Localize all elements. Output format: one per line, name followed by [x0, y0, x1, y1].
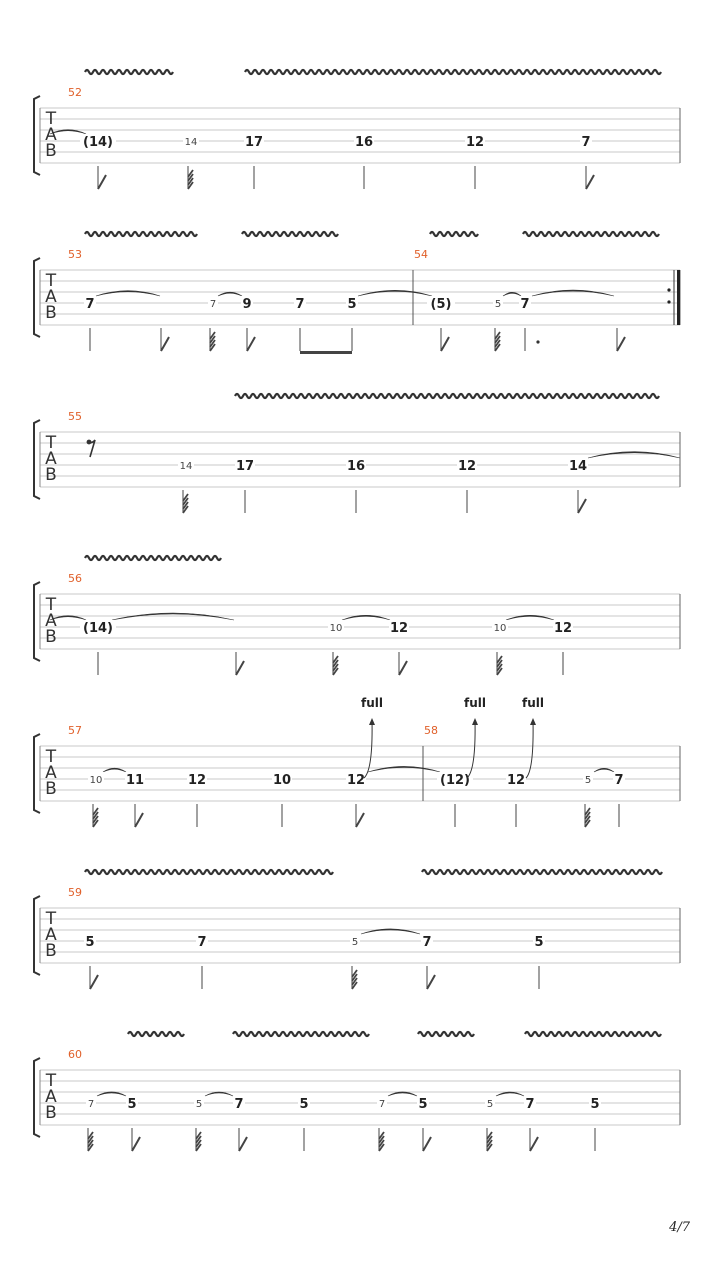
tie-arc: [103, 768, 126, 772]
tab-note: [244, 134, 264, 189]
fret-number: 9: [242, 297, 252, 312]
grace-note: 5: [494, 299, 502, 310]
vibrato-line: [85, 70, 173, 74]
tab-clef-letter: A: [45, 449, 57, 469]
tab-note: [580, 134, 594, 189]
fret-number: 10: [272, 773, 292, 788]
tab-note: [613, 772, 625, 827]
tab-clef-letter: A: [45, 125, 57, 145]
tab-note: [161, 328, 169, 351]
tab-clef-letter: A: [45, 763, 57, 783]
tab-note: [568, 458, 588, 513]
note-flag: [399, 661, 407, 675]
fret-number: 12: [346, 773, 366, 788]
fret-number: 7: [581, 135, 591, 150]
tab-note: [465, 134, 485, 189]
vibrato-line: [85, 870, 333, 874]
fret-number: 7: [234, 1097, 244, 1112]
vibrato-line: [523, 232, 659, 236]
tab-system: [34, 870, 680, 989]
tab-clef-letter: T: [45, 909, 57, 929]
fret-number: 7: [422, 935, 432, 950]
fret-number: 5: [590, 1097, 600, 1112]
measure-number: 56: [68, 572, 82, 585]
tab-clef-letter: B: [45, 627, 57, 647]
tab-clef-letter: T: [45, 109, 57, 129]
bend-arrow: [364, 720, 372, 778]
system-bracket: [34, 420, 40, 499]
tab-note: [233, 1096, 247, 1151]
vibrato-line: [422, 870, 662, 874]
system-bracket: [34, 734, 40, 813]
tab-note: [519, 296, 531, 351]
fret-number: 7: [295, 297, 305, 312]
tab-note: [187, 772, 207, 827]
system-bracket: [34, 258, 40, 337]
tab-note: [298, 1096, 310, 1151]
fret-number: 7: [520, 297, 530, 312]
tab-note: [589, 1096, 601, 1151]
tab-clef-letter: T: [45, 433, 57, 453]
note-flag: [236, 661, 244, 675]
fret-number: 7: [197, 935, 207, 950]
tab-note: [493, 296, 503, 351]
note-beam: [300, 351, 352, 354]
tab-note: [506, 772, 526, 827]
vibrato-line: [525, 1032, 661, 1036]
tab-clef-letter: B: [45, 465, 57, 485]
tab-note: [196, 934, 208, 989]
fret-number: 12: [506, 773, 526, 788]
note-flag: [356, 813, 364, 827]
fret-number: (5): [430, 297, 452, 312]
tab-note: [524, 1096, 538, 1151]
bend-arrow: [526, 720, 533, 778]
tab-clef-letter: A: [45, 1087, 57, 1107]
tab-note: [617, 328, 625, 351]
vibrato-line: [418, 1032, 474, 1036]
grace-note: 5: [486, 1099, 494, 1110]
tab-note: [346, 296, 358, 351]
grace-note: 7: [87, 1099, 95, 1110]
tab-note: [80, 620, 116, 675]
tab-note: [389, 620, 409, 675]
tab-clef-letter: B: [45, 303, 57, 323]
tab-note: [492, 620, 508, 675]
note-flag: [161, 337, 169, 351]
note-flag: [578, 499, 586, 513]
measure-number: 55: [68, 410, 82, 423]
tab-note: [350, 934, 360, 989]
fret-number: 12: [187, 773, 207, 788]
tab-note: [88, 772, 104, 827]
bend-arrowhead: [530, 718, 536, 725]
tab-note: [183, 134, 199, 189]
tab-clef-letter: B: [45, 1103, 57, 1123]
tie-arc: [205, 1092, 233, 1096]
tab-note: [427, 296, 455, 351]
fret-number: 12: [553, 621, 573, 636]
bend-arrow: [467, 720, 475, 778]
tie-arc: [503, 292, 521, 296]
tab-note: [417, 1096, 431, 1151]
page-number: 4/7: [669, 1220, 690, 1235]
fret-number: 17: [235, 459, 255, 474]
tab-system: [34, 556, 680, 675]
tie-arc: [368, 766, 440, 772]
tab-note: [294, 296, 306, 351]
system-bracket: [34, 96, 40, 175]
fret-number: 16: [346, 459, 366, 474]
tab-note: [457, 458, 477, 513]
tab-note: [583, 772, 593, 827]
note-flag: [135, 813, 143, 827]
measure-number: 57: [68, 724, 82, 737]
tab-note: [126, 1096, 140, 1151]
grace-note: 14: [184, 137, 198, 148]
fret-number: 12: [465, 135, 485, 150]
note-flag: [423, 1137, 431, 1151]
measure-number: 59: [68, 886, 82, 899]
note-flag: [617, 337, 625, 351]
grace-note: 7: [378, 1099, 386, 1110]
note-flag: [441, 337, 449, 351]
grace-note: 7: [209, 299, 217, 310]
tab-note: [437, 772, 473, 827]
tab-note: [194, 1096, 204, 1151]
bend-arrowhead: [369, 718, 375, 725]
note-flag: [247, 337, 255, 351]
tab-note: [86, 1096, 96, 1151]
grace-note: 5: [195, 1099, 203, 1110]
vibrato-line: [233, 1032, 369, 1036]
tab-note: [80, 134, 116, 189]
tab-system: [34, 696, 680, 827]
vibrato-line: [85, 232, 197, 236]
tab-clef-letter: T: [45, 271, 57, 291]
tie-arc: [532, 290, 614, 296]
tab-note: [377, 1096, 387, 1151]
fret-number: 5: [85, 935, 95, 950]
vibrato-line: [235, 394, 659, 398]
fret-number: 5: [534, 935, 544, 950]
tab-note: [178, 458, 194, 513]
fret-number: 17: [244, 135, 264, 150]
rhythm-dot: [536, 340, 539, 343]
tab-note: [328, 620, 344, 675]
grace-note: 5: [584, 775, 592, 786]
tie-arc: [358, 290, 432, 296]
note-flag: [98, 175, 106, 189]
tie-arc: [588, 452, 680, 458]
tab-note: [235, 458, 255, 513]
tab-note: [354, 134, 374, 189]
repeat-thick-bar: [677, 270, 680, 325]
fret-number: 5: [299, 1097, 309, 1112]
vibrato-line: [85, 556, 221, 560]
tie-arc: [218, 292, 242, 296]
tab-note: [236, 652, 244, 675]
tab-clef-letter: B: [45, 141, 57, 161]
tie-arc: [388, 1092, 417, 1096]
tab-note: [125, 772, 145, 827]
grace-note: 14: [179, 461, 193, 472]
tab-note: [533, 934, 545, 989]
tab-clef-letter: T: [45, 595, 57, 615]
bend-label: full: [522, 696, 544, 710]
bend-label: full: [361, 696, 383, 710]
tab-system: [34, 232, 680, 354]
tab-note: [272, 772, 292, 827]
tab-note: [241, 296, 255, 351]
tab-note: [84, 296, 96, 351]
measure-number: 53: [68, 248, 82, 261]
tab-note: [208, 296, 218, 351]
tab-system: [34, 70, 680, 189]
grace-note: 10: [493, 623, 507, 634]
tab-note: [553, 620, 573, 675]
note-flag: [530, 1137, 538, 1151]
tab-clef-letter: B: [45, 779, 57, 799]
tab-note: [84, 934, 98, 989]
grace-note: 10: [89, 775, 103, 786]
tab-clef-letter: A: [45, 611, 57, 631]
tie-arc: [496, 1092, 524, 1096]
system-bracket: [34, 896, 40, 975]
fret-number: 7: [85, 297, 95, 312]
tab-clef-letter: T: [45, 747, 57, 767]
measure-number: 58: [424, 724, 438, 737]
system-bracket: [34, 582, 40, 661]
tab-system: [34, 394, 680, 513]
tab-clef-letter: B: [45, 941, 57, 961]
vibrato-line: [245, 70, 661, 74]
tab-system: [34, 1032, 680, 1151]
fret-number: 5: [127, 1097, 137, 1112]
note-flag: [90, 975, 98, 989]
note-flag: [239, 1137, 247, 1151]
repeat-dot: [667, 300, 670, 303]
fret-number: 12: [389, 621, 409, 636]
tab-note: [346, 458, 366, 513]
measure-number: 54: [414, 248, 428, 261]
vibrato-line: [242, 232, 338, 236]
tab-note: [485, 1096, 495, 1151]
fret-number: (14): [83, 135, 113, 150]
tab-note: [421, 934, 435, 989]
tab-clef-letter: A: [45, 925, 57, 945]
fret-number: 7: [525, 1097, 535, 1112]
bend-arrowhead: [472, 718, 478, 725]
bend-label: full: [464, 696, 486, 710]
repeat-dot: [667, 288, 670, 291]
fret-number: 14: [568, 459, 588, 474]
note-flag: [427, 975, 435, 989]
fret-number: (14): [83, 621, 113, 636]
note-flag: [586, 175, 594, 189]
vibrato-line: [430, 232, 478, 236]
tab-clef-letter: A: [45, 287, 57, 307]
tie-arc: [594, 768, 614, 772]
measure-number: 60: [68, 1048, 82, 1061]
note-flag: [132, 1137, 140, 1151]
measure-number: 52: [68, 86, 82, 99]
fret-number: 7: [614, 773, 624, 788]
fret-number: 11: [125, 773, 145, 788]
system-bracket: [34, 1058, 40, 1137]
fret-number: 12: [457, 459, 477, 474]
fret-number: (12): [440, 773, 470, 788]
fret-number: 5: [347, 297, 357, 312]
tab-note: [346, 772, 366, 827]
grace-note: 10: [329, 623, 343, 634]
fret-number: 5: [418, 1097, 428, 1112]
fret-number: 16: [354, 135, 374, 150]
grace-note: 5: [351, 937, 359, 948]
tie-arc: [97, 1092, 126, 1096]
tab-clef-letter: T: [45, 1071, 57, 1091]
vibrato-line: [128, 1032, 184, 1036]
